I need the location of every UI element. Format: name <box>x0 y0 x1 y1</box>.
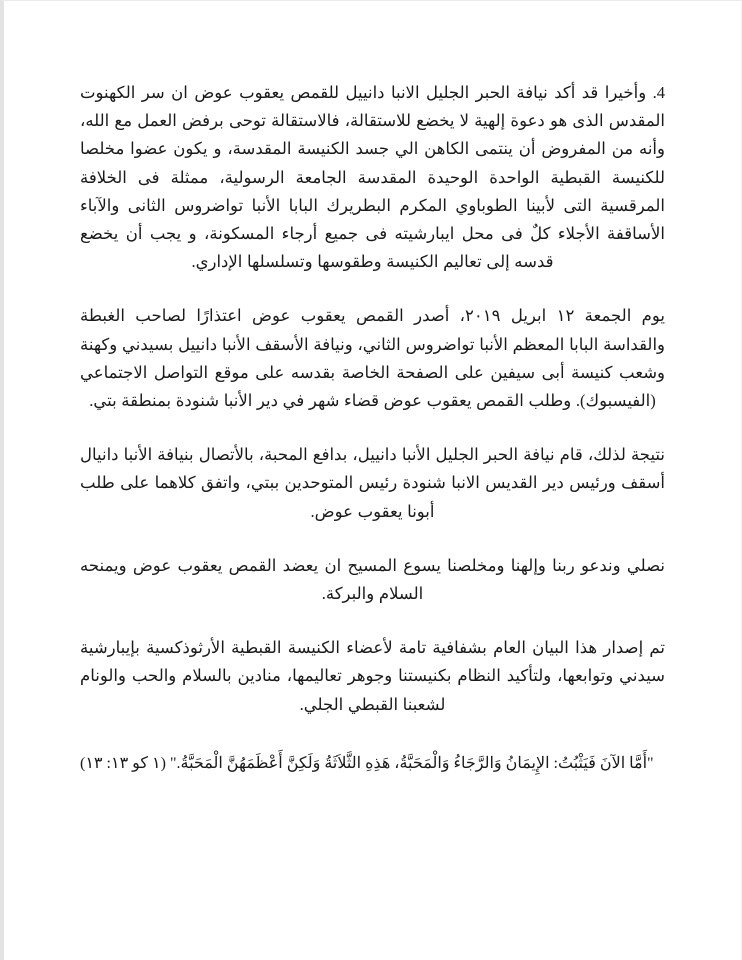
paragraph-apology-announcement: يوم الجمعة ١٢ ابريل ٢٠١٩، أصدر القمص يعقوب عوض اعتذارًا لصاحب الغبطة والقداسة البابا المعظم الأنبا تواضروس الثاني، ونيافة الأسقف الأنبا دانييل بسيدني وكهنة وشعب كنيسة أبى سيفين على الصفحة الخاصة بقدسه على موقع التواصل الاجتماعي (الفيسبوك). وطلب القمص يعقوب عوض قضاء شهر في دير الأنبا شنودة بمنطقة بتي. <box>80 306 665 411</box>
document-body <box>80 79 665 778</box>
paragraph-clause-4-priesthood: 4. وأخيرا قد أكد نيافة الحبر الجليل الانبا دانييل للقمص يعقوب عوض ان سر الكهنوت المقدس الذى هو دعوة إلهية لا يخضع للاستقالة، فالاستقالة توحى برفض العمل مع الله، وأنه من المفروض أن ينتمى الكاهن الي جسد الكنيسة المقدسة، و يكون عضوا مخلصا للكنيسة القبطية الواحدة الوحيدة المقدسة الجامعة الرسولية، ممثلة فى الخلافة المرقسية التى لأبينا الطوباوي المكرم البطريرك البابا الأنبا تواضروس الثانى والآباء الأساقفة الأجلاء كلٌ فى محل ايبارشيته فى جميع أرجاء المسكونة، و يجب أن يخضع قدسه إلى تعاليم الكنيسة وطقوسها وتسلسلها الإداري. <box>80 83 665 272</box>
paragraph-transparency-statement: تم إصدار هذا البيان العام بشفافية تامة لأعضاء الكنيسة القبطية الأرثوذكسية بإيبارشية سيدني وتوابعها، ولتأكيد النظام بكنيستنا وجوهر تعاليمها، منادين بالسلام والحب والونام لشعبنا القبطي الجلي. <box>80 638 665 714</box>
scripture-quote-corinthians: "أَمَّا الآنَ فَيَثْبُتُ: الإِيمَانُ وَالرَّجَاءُ وَالْمَحَبَّةُ، هَذِهِ الثَّلاَثَةُ وَلَكِنَّ أَعْظَمَهُنَّ الْمَحَبَّةُ." (١ كو ١٣: ١٣) <box>80 754 654 772</box>
paragraph-bishop-response: نتيجة لذلك، قام نيافة الحبر الجليل الأنبا دانييل، بدافع المحبة، بالأتصال بنيافة الأنبا دانيال أسقف ورئيس دير القديس الانبا شنودة رئيس المتوحدين ببتي، واتفق كلاهما على طلب أبونا يعقوب عوض. <box>80 445 665 521</box>
paragraph-prayer: نصلي وندعو ربنا وإلهنا ومخلصنا يسوع المسيح ان يعضد القمص يعقوب عوض ويمنحه السلام والبركة. <box>80 555 665 604</box>
